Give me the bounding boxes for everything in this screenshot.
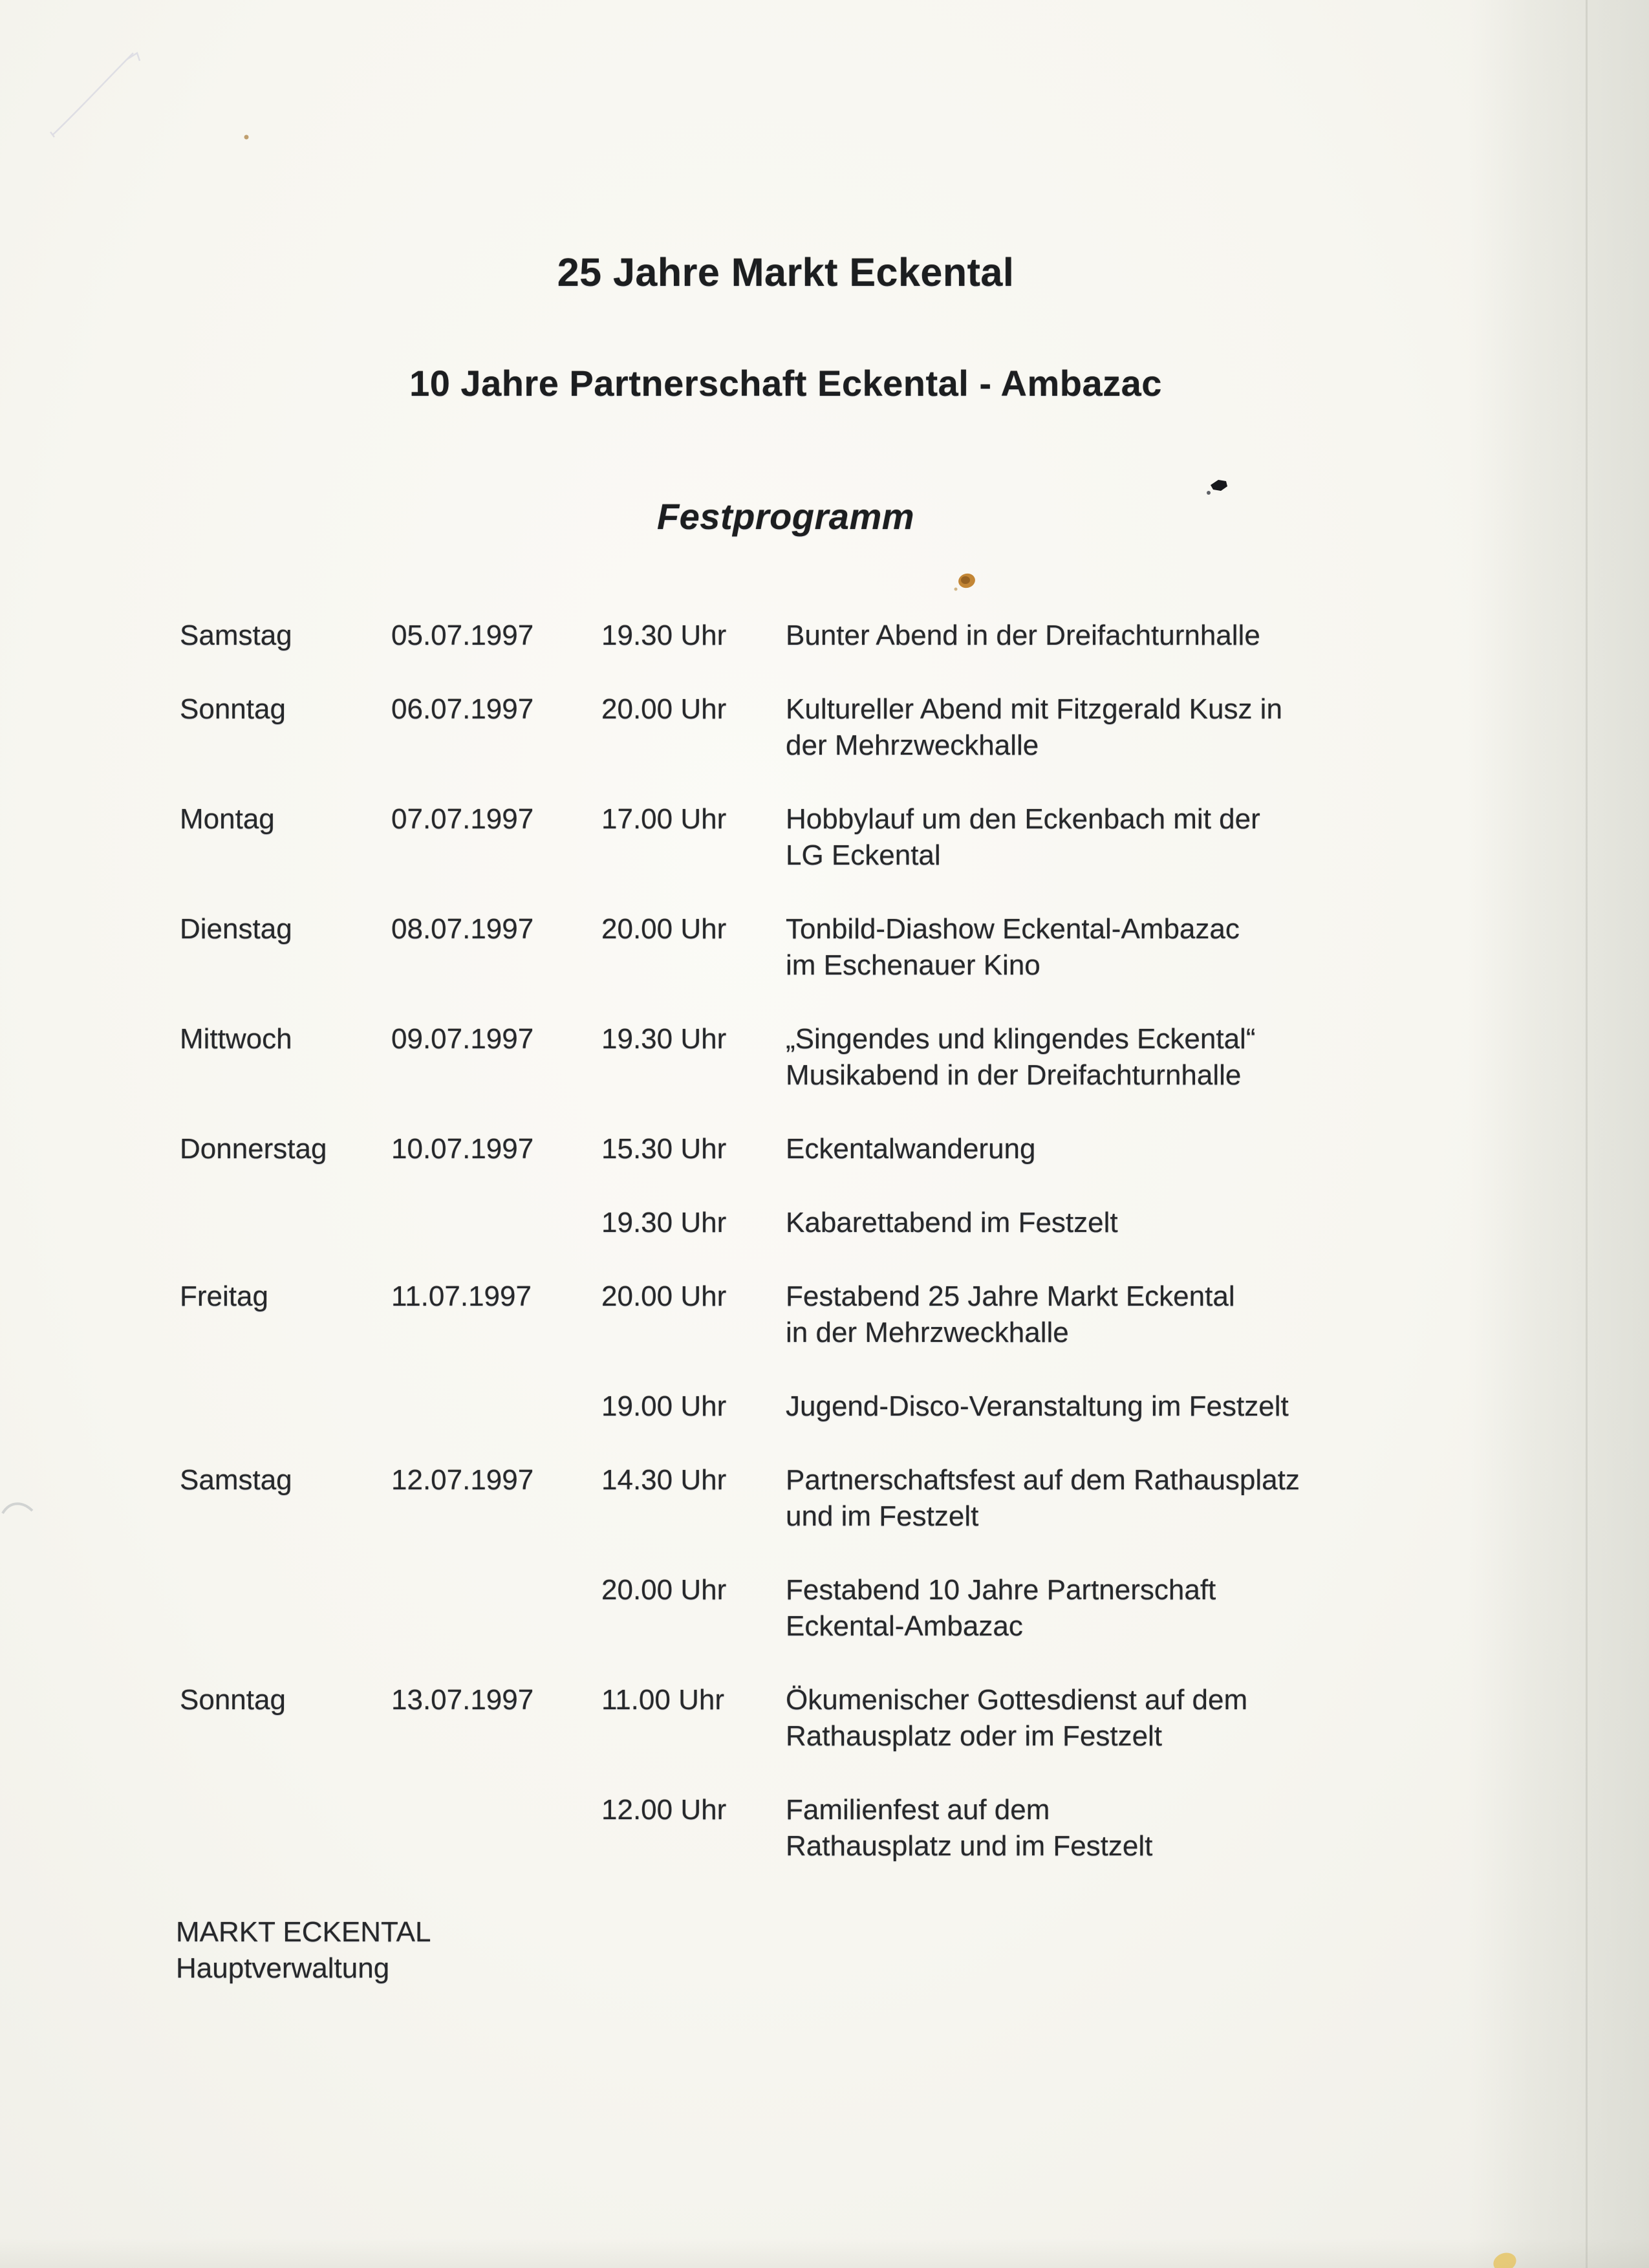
row-time: 20.00 Uhr — [601, 693, 727, 725]
row-time: 19.30 Uhr — [601, 1023, 727, 1055]
schedule-row — [0, 1792, 1571, 1864]
bottom-yellow-speck — [1491, 2250, 1518, 2268]
page-subtitle: 10 Jahre Partnerschaft Eckental - Ambazac — [409, 363, 1162, 404]
schedule-row — [0, 1131, 1571, 1167]
row-day: Sonntag — [180, 693, 286, 725]
row-event — [786, 1682, 1571, 1755]
row-time: 12.00 Uhr — [601, 1794, 727, 1826]
row-day: Samstag — [180, 620, 292, 651]
row-date: 05.07.1997 — [391, 620, 534, 651]
event-line: Tonbild-Diashow Eckental-Ambazac — [786, 913, 1240, 945]
schedule-row — [0, 1388, 1571, 1425]
schedule-row — [0, 911, 1571, 984]
schedule-row — [0, 1205, 1571, 1241]
row-day: Mittwoch — [180, 1023, 292, 1055]
row-date: 11.07.1997 — [391, 1280, 532, 1312]
schedule-row — [0, 1462, 1571, 1535]
schedule-row — [0, 618, 1571, 654]
row-day: Dienstag — [180, 913, 292, 945]
event-line: Bunter Abend in der Dreifachturnhalle — [786, 620, 1260, 651]
row-time: 20.00 Uhr — [601, 913, 727, 945]
row-event — [786, 1279, 1571, 1351]
row-time: 19.00 Uhr — [601, 1390, 727, 1422]
event-line: Festabend 25 Jahre Markt Eckental — [786, 1280, 1235, 1312]
row-day: Freitag — [180, 1280, 268, 1312]
row-time: 19.30 Uhr — [601, 620, 727, 651]
event-line: Jugend-Disco-Veranstaltung im Festzelt — [786, 1390, 1289, 1422]
event-line: Festabend 10 Jahre Partnerschaft — [786, 1574, 1216, 1606]
row-event — [786, 1572, 1571, 1645]
row-date: 08.07.1997 — [391, 913, 534, 945]
event-line: Rathausplatz und im Festzelt — [786, 1830, 1153, 1862]
row-time: 17.00 Uhr — [601, 803, 727, 835]
row-event — [786, 1792, 1571, 1864]
event-line: Eckentalwanderung — [786, 1133, 1036, 1165]
row-event — [786, 618, 1571, 654]
page-title: 25 Jahre Markt Eckental — [557, 250, 1015, 294]
row-event — [786, 1021, 1571, 1094]
row-time: 14.30 Uhr — [601, 1464, 727, 1496]
schedule-row — [0, 1682, 1571, 1755]
event-line: LG Eckental — [786, 839, 941, 871]
event-line: Musikabend in der Dreifachturnhalle — [786, 1059, 1242, 1091]
event-line: Kultureller Abend mit Fitzgerald Kusz in — [786, 693, 1282, 725]
event-line: Hobbylauf um den Eckenbach mit der — [786, 803, 1260, 835]
schedule-row — [0, 801, 1571, 874]
event-line: in der Mehrzweckhalle — [786, 1317, 1069, 1348]
event-line: Rathausplatz oder im Festzelt — [786, 1720, 1163, 1752]
row-event — [786, 801, 1571, 874]
row-event — [786, 1462, 1571, 1535]
event-line: und im Festzelt — [786, 1500, 979, 1532]
row-date: 12.07.1997 — [391, 1464, 534, 1496]
row-event — [786, 1388, 1571, 1425]
row-event — [786, 691, 1571, 764]
footer-department: Hauptverwaltung — [176, 1952, 390, 1984]
event-line: Partnerschaftsfest auf dem Rathausplatz — [786, 1464, 1300, 1496]
row-time: 20.00 Uhr — [601, 1280, 727, 1312]
row-event — [786, 911, 1571, 984]
row-time: 19.30 Uhr — [601, 1207, 727, 1238]
row-day: Donnerstag — [180, 1133, 327, 1165]
row-day: Montag — [180, 803, 275, 835]
event-line: Eckental-Ambazac — [786, 1610, 1023, 1642]
row-time: 20.00 Uhr — [601, 1574, 727, 1606]
row-event — [786, 1131, 1571, 1167]
schedule-row — [0, 691, 1571, 764]
schedule — [0, 618, 1571, 1864]
row-event — [786, 1205, 1571, 1241]
row-date: 10.07.1997 — [391, 1133, 534, 1165]
schedule-row — [0, 1572, 1571, 1645]
footer — [0, 1914, 1571, 1987]
row-date: 09.07.1997 — [391, 1023, 534, 1055]
row-date: 13.07.1997 — [391, 1684, 534, 1716]
event-line: Familienfest auf dem — [786, 1794, 1050, 1826]
row-time: 15.30 Uhr — [601, 1133, 727, 1165]
footer-org-name: MARKT ECKENTAL — [176, 1916, 431, 1948]
event-line: Kabarettabend im Festzelt — [786, 1207, 1118, 1238]
scanner-streak — [1586, 0, 1588, 2268]
row-day: Samstag — [180, 1464, 292, 1496]
event-line: „Singendes und klingendes Eckental“ — [786, 1023, 1256, 1055]
event-line: der Mehrzweckhalle — [786, 729, 1039, 761]
row-date: 06.07.1997 — [391, 693, 534, 725]
row-day: Sonntag — [180, 1684, 286, 1716]
row-date: 07.07.1997 — [391, 803, 534, 835]
section-heading: Festprogramm — [656, 496, 915, 537]
event-line: Ökumenischer Gottesdienst auf dem — [786, 1684, 1248, 1716]
row-time: 11.00 Uhr — [601, 1684, 724, 1716]
schedule-row — [0, 1021, 1571, 1094]
event-line: im Eschenauer Kino — [786, 949, 1040, 981]
schedule-row — [0, 1279, 1571, 1351]
